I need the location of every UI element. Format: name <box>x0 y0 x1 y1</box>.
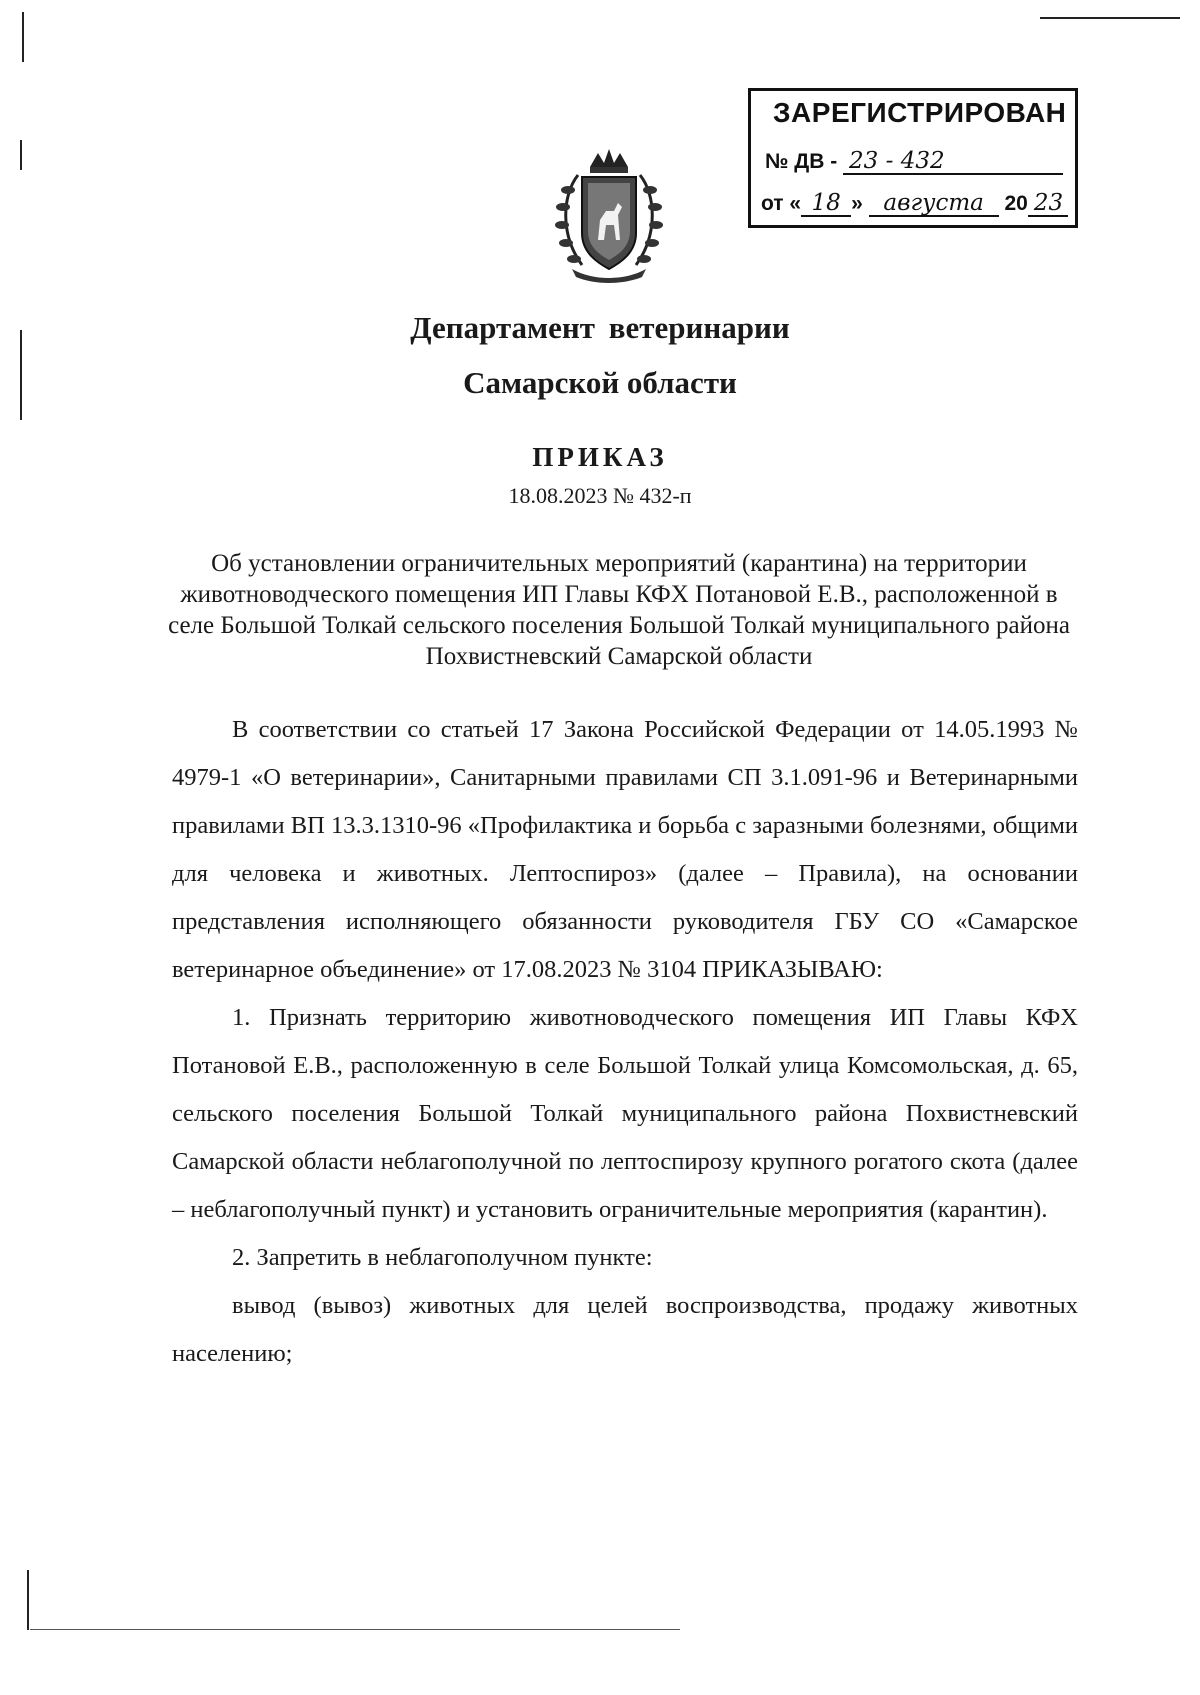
registration-stamp <box>748 88 1078 228</box>
scan-artifact-line <box>22 12 24 62</box>
coat-of-arms-icon <box>548 145 670 285</box>
stamp-date-year-suffix: 23 <box>1028 191 1068 217</box>
preamble-paragraph: В соответствии со статьей 17 Закона Российской Федерации от 14.05.1993 № 4979-1 «О ветеринарии», Санитарными правилами СП 3.1.091-96 и Ветеринарными правилами ВП 13.3.1310-96 «Профилактика и борьба с заразными болезнями, общими для человека и животных. Лептоспироз» (далее – Правила), на основании представления исполняющего обязанности руководителя ГБУ СО «Самарское ветеринарное объединение» от 17.08.2023 № 3104 ПРИКАЗЫВАЮ: <box>172 716 1078 983</box>
document-type: ПРИКАЗ <box>532 442 668 472</box>
scan-artifact-line <box>20 140 22 170</box>
scan-artifact-line <box>1040 17 1180 19</box>
stamp-date-mid: » <box>851 192 863 215</box>
scan-artifact-line <box>30 1629 680 1630</box>
region-title: Самарской области <box>463 365 737 400</box>
document-date-number: 18.08.2023 № 432-п <box>508 483 692 508</box>
order-body <box>172 706 1078 1378</box>
stamp-date-year-prefix: 20 <box>1004 192 1028 215</box>
department-title: Департамент ветеринарии <box>410 310 790 345</box>
item-1-paragraph: 1. Признать территорию животноводческого помещения ИП Главы КФХ Потановой Е.В., расположенную в селе Большой Толкай улица Комсомольская, д. 65, сельского поселения Большой Толкай муниципального района Похвистневский Самарской области неблагополучной по лептоспирозу крупного рогатого скота (далее – неблагополучный пункт) и установить ограничительные мероприятия (карантин). <box>172 1004 1078 1223</box>
item-2-sub-paragraph: вывод (вывоз) животных для целей воспроизводства, продажу животных населению; <box>172 1292 1078 1367</box>
stamp-title: ЗАРЕГИСТРИРОВАН <box>773 97 1067 128</box>
item-2-paragraph: 2. Запретить в неблагополучном пункте: <box>232 1244 653 1271</box>
stamp-date-prefix: от « <box>761 192 802 215</box>
stamp-date-month: августа <box>869 191 999 217</box>
stamp-date-row <box>761 191 1068 217</box>
order-subject: Об установлении ограничительных мероприятий (карантина) на территории животноводческого помещения ИП Главы КФХ Потановой Е.В., расположенной в селе Большой Толкай сельского поселения Большой Толкай муниципального района Похвистневский Самарской области <box>168 550 1070 670</box>
stamp-number-label: № ДВ - <box>765 150 838 173</box>
stamp-number-value: 23 - 432 <box>843 149 1063 175</box>
scan-artifact-line <box>27 1570 29 1630</box>
stamp-date-day: 18 <box>801 191 851 217</box>
stamp-number-row <box>765 149 1063 175</box>
